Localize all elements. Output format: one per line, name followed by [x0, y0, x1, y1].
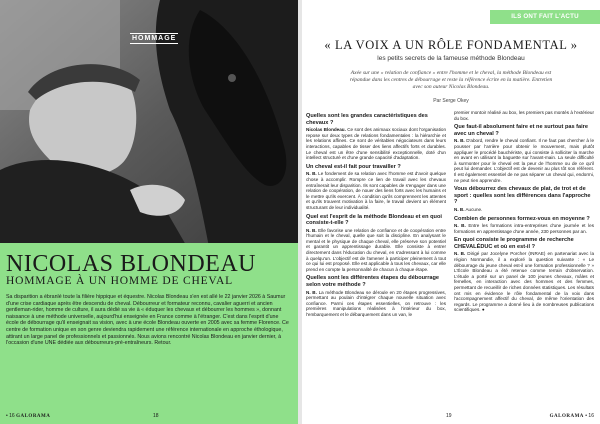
speaker-initials: N. B. [306, 289, 317, 295]
interview-answer [306, 290, 446, 318]
text-column-2 [454, 110, 594, 315]
interview-answer [306, 127, 446, 161]
answer-text: Elle favorise une relation de confiance et de coopération entre l'humain et le cheval, quelle que soit la discipline. En analysant le mental et le physique de chaque cheval, elle préserve son potentiel et garantit un apprentissage durable. Elle consiste à entrer directement dans l'éducation du cheval, en s'adressant à lui comme à quelqu'un. L'objectif est de l'amener à participer pleinement à tout ce qui lui est proposé. Elle est applicable à tous les chevaux, car elle prend en compte la personnalité de chacun à chaque étape. [306, 227, 446, 272]
standfirst: Axée sur une « relation de confiance » entre l'homme et le cheval, la méthode Blondeau est répandue dans les centres de débourrage et reste la référence écrite en la matière. Entretien avec son auteur Nicolas Blondeau. [349, 70, 553, 90]
speaker-initials: Nicolas Blondeau. [306, 127, 346, 133]
hero-photo [0, 0, 298, 252]
interview-question: Un cheval est-il fait pour travailler ? [306, 163, 401, 170]
footer-left [6, 413, 50, 419]
answer-text: La méthode Blondeau se déroule en 20 étapes progressives, permettant au poulain d'intégrer chaque nouvelle situation avec confiance. Parmi ces étapes essentielles, on retrouve : les premières manipulations réalisées à l'intérieur du box, l'embarquement et le débarquement dans un van, le [306, 289, 446, 317]
interview-title: « LA VOIX A UN RÔLE FONDAMENTAL » [324, 38, 578, 52]
answer-text: Aucune. [464, 206, 483, 212]
answer-text: D'abord, rendre le cheval confiant. Il ne faut pas chercher à le pousser par l'arrière pour obtenir le mouvement, mais plutôt appliquer le procédé bauchériste, qui consiste à solliciter la marche en avant en utilisant la baguette sur l'avant-main. La seule difficulté à surmonter pour le cheval est la peur de l'homme ou de ce qu'il peut lui demander. L'objectif est de devenir au plus tôt son référent. Il est également essentiel de ne pas séparer un cheval qui, endormi, ne peut rien apprendre. [454, 138, 594, 183]
section-tag: HOMMAGE [132, 35, 177, 42]
interview-question: Combien de personnes formez-vous en moyenne ? [454, 215, 590, 222]
interview-answer [306, 228, 446, 273]
interview-answer [454, 138, 594, 183]
interview-question: Vous débourrez des chevaux de plat, de trot et de sport : quelles sont les différences dans l'approche ? [454, 186, 591, 206]
interview-answer [306, 171, 446, 210]
right-page [302, 0, 600, 424]
interview-answer [454, 207, 594, 213]
speaker-initials: N. B. [454, 138, 465, 144]
intro-text: Sa disparition a ébranlé toute la filière hippique et équestre. Nicolas Blondeau s'en est allé le 22 janvier 2026 à Saumur d'une crise cardiaque après être descendu de cheval. Débourreur et formateur reconnu, cavalier aguerri et ancien gentleman-rider, homme de culture, il aura dédié sa vie à « éduquer les chevaux et débourrer les hommes », donnant naissance à une méthode universelle, aujourd'hui enseignée en France comme à l'étranger. C'est dans l'esprit d'une école de débourrage qu'il enseignait sa vision, avec à une école Blondeau ouverte en 2005 avec sa femme Florence. Ce centre de formation unique en son genre deviendra rapidement une référence internationale en approche éthologique, attirant un large panel de professionnels et passionnés. Nous avions rencontré Nicolas Blondeau en janvier dernier, à l'occasion d'une UNE dédiée aux débourreurs-pré-entraîneurs. Retour. [6, 294, 289, 347]
page-number: 18 [153, 413, 159, 419]
interview-subtitle: les petits secrets de la fameuse méthode Blondeau [377, 55, 525, 62]
interview-question: Quel est l'esprit de la méthode Blondeau et en quoi consiste-t-elle ? [306, 213, 442, 227]
speaker-initials: N. B. [306, 171, 317, 177]
page-marker: • 16 [585, 413, 594, 419]
interview-answer [454, 110, 594, 121]
article-title: NICOLAS BLONDEAU [6, 251, 256, 277]
interview-question: En quoi consiste le programme de recherche CHEVALÉDUC et où en est-il ? [454, 237, 574, 250]
answer-text: premier montoir réalisé au box, les premiers pas montés à l'extérieur du box. [454, 110, 594, 121]
speaker-initials: N. B. [454, 223, 466, 229]
answer-text: Entre les formations intra-entreprises d'une journée et les formations en apprentissage d'une année, 230 personnes par an. [454, 223, 594, 234]
speaker-initials: N. B. [454, 251, 466, 257]
interview-answer [454, 223, 594, 234]
speaker-initials: N. B. [306, 227, 317, 233]
brand-name: GALORAMA [549, 414, 584, 419]
text-column-1 [306, 110, 446, 320]
interview-question: Que faut-il absolument faire et ne surtout pas faire avec un cheval ? [454, 124, 588, 137]
article-subtitle: HOMMAGE À UN HOMME DE CHEVAL [6, 275, 233, 287]
interview-question: Quelles sont les grandes caractéristiques des chevaux ? [306, 113, 428, 126]
page-number: 19 [446, 413, 452, 419]
answer-text: Dirigé par Jocelyne Porcher (INRAE) en partenariat avec la région Normandie, il a exploré la question suivante : « Le débourrage du jeune cheval est-il une formation professionnelle ? » L'École Blondeau a été retenue comme terrain d'observation. L'étude a porté sur un panel de 100 jeunes chevaux, mâles et femelles, en interaction avec des hommes et des femmes, permettant de recueillir de riches données statistiques. Les résultats ont mis en évidence le rôle fondamental de la voix dans l'accompagnement affectif du cheval, de même l'orientation des regards. Le programme a donné lieu à de nombreuses publications scientifiques. ● [454, 251, 594, 313]
interview-answer [454, 251, 594, 313]
speaker-initials: N. B. [454, 206, 465, 212]
footer-right [550, 413, 594, 419]
brand-name: GALORAMA [16, 414, 51, 419]
answer-text: Ce sont des animaux sociaux dont l'organisation repose sur deux types de relations fondamentales : la hiérarchie et les relations affines. Ce sont de véritables négociateurs dans leurs interactions, capables de tisser des liens affectifs forts et durables. Le cheval est un être d'une sensibilité exceptionnelle, doté d'un intellect structuré et d'une grande capacité d'adaptation. [306, 127, 447, 161]
page-marker: • 16 [6, 413, 15, 419]
answer-text: Le fondement de sa relation avec l'homme est d'avoir quelque chose à accomplir. Rompre ce lien de travail avec les chevaux entraînerait leur disparition. Ils sont capables de s'engager dans une relation de coopération, de nouer des liens forts avec les humains et le mettre qu'ils exercent. À condition qu'ils comprennent les attentes et qu'ils trouvent motivation à la faire, le travail devient un élément structurant de leur individualité. [306, 171, 446, 210]
section-tab: ILS ONT FAIT L'ACTU [490, 10, 600, 24]
left-page [0, 0, 298, 424]
interview-question: Quelles sont les différentes étapes du débourrage selon votre méthode ? [306, 275, 440, 289]
byline: Par Serge Okey [433, 98, 469, 104]
